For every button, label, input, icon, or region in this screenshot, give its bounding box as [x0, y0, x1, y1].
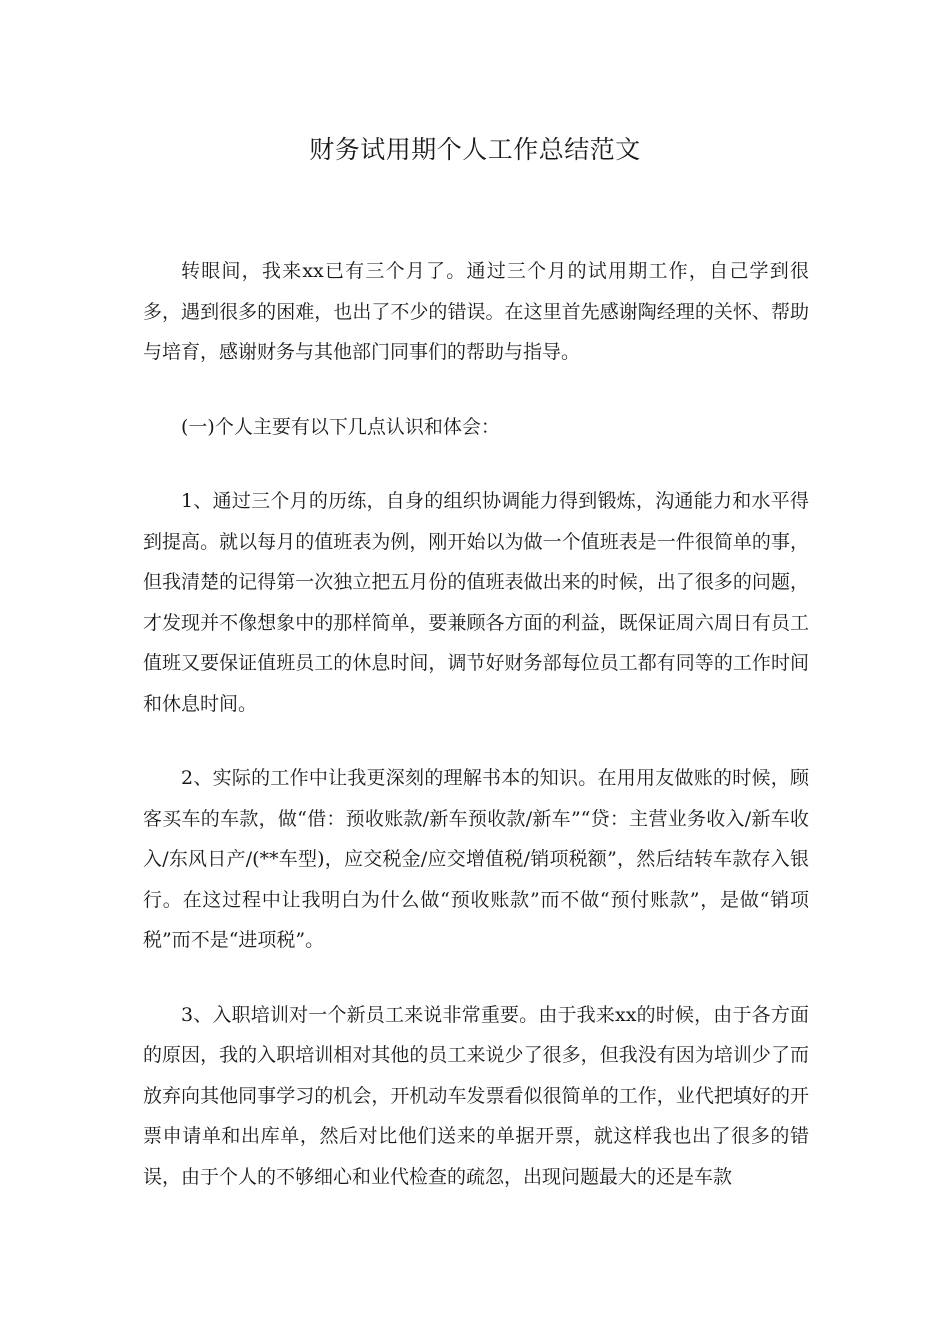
- paragraph-spacer: [143, 373, 809, 407]
- paragraph-intro: 转眼间，我来xx已有三个月了。通过三个月的试用期工作，自己学到很多，遇到很多的困难，也出了不少的错误。在这里首先感谢陶经理的关怀、帮助与培育，感谢财务与其他部门同事们的帮助与指导。: [143, 260, 809, 363]
- document-body: [143, 251, 809, 1197]
- paragraph-spacer: [143, 724, 809, 758]
- paragraph-spacer: [143, 961, 809, 995]
- paragraph-section-heading: (一)个人主要有以下几点认识和体会：: [181, 415, 500, 438]
- paragraph-point-2: 2、实际的工作中让我更深刻的理解书本的知识。在用用友做账的时候，顾客买车的车款，做“借：预收账款/新车预收款/新车”“贷：主营业务收入/新车收入/东风日产/(**车型)，应交税金/应交增值税/销项税额”，然后结转车款存入银行。在这过程中让我明白为什么做“预收账款”而不做“预付账款”，是做“销项税”而不是“进项税”。: [143, 767, 809, 951]
- paragraph-point-1: 1、通过三个月的历练，自身的组织协调能力得到锻炼，沟通能力和水平得到提高。就以每月的值班表为例，刚开始以为做一个值班表是一件很简单的事，但我清楚的记得第一次独立把五月份的值班表做出来的时候，出了很多的问题，才发现并不像想象中的那样简单，要兼顾各方面的利益，既保证周六周日有员工值班又要保证值班员工的休息时间，调节好财务部每位员工都有同等的工作时间和休息时间。: [143, 490, 809, 715]
- paragraph-point-3: 3、入职培训对一个新员工来说非常重要。由于我来xx的时候，由于各方面的原因，我的入职培训相对其他的员工来说少了很多，但我没有因为培训少了而放弃向其他同事学习的机会，开机动车发票看似很简单的工作，业代把填好的开票申请单和出库单，然后对比他们送来的单据开票，就这样我也出了很多的错误，由于个人的不够细心和业代检查的疏忽，出现问题最大的还是车款: [143, 1003, 809, 1188]
- paragraph-spacer: [143, 447, 809, 481]
- document-title: 财务试用期个人工作总结范文: [309, 135, 641, 164]
